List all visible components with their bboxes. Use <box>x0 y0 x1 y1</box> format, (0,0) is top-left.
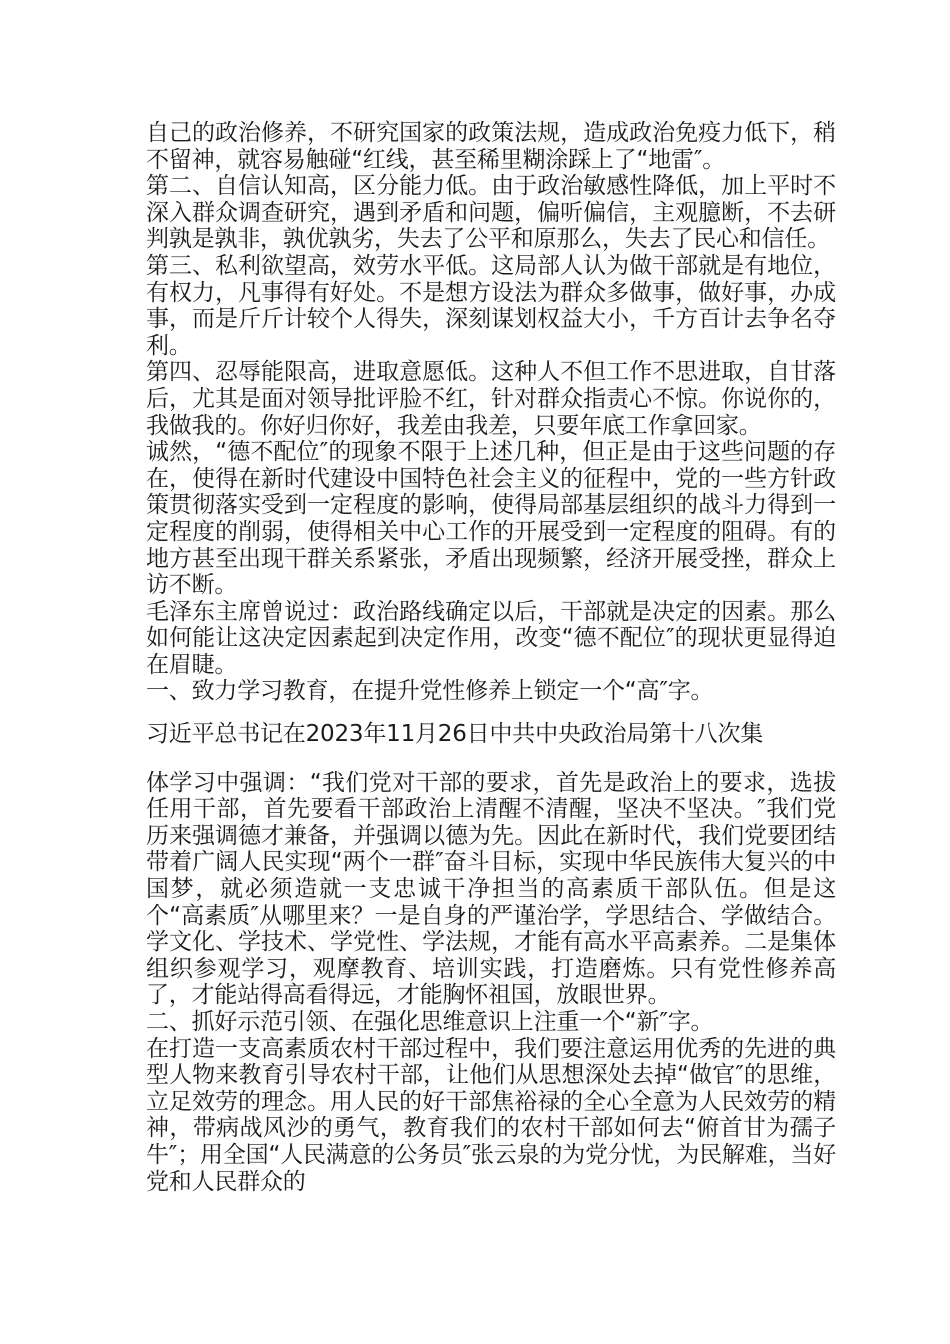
heading-section-two: 二、抓好示范引领、在强化思维意识上注重一个“新″字。 <box>146 1009 714 1035</box>
paragraph-point-two: 第二、自信认知高，区分能力低。由于政治敏感性降低，加上平时不深入群众调查研究，遇到矛盾和问题，偏听偏信，主观臆断，不去研判孰是孰非，孰优孰劣，失去了公平和原那么，失去了民心和信任。 <box>146 173 836 253</box>
paragraph-role-models: 在打造一支高素质农村干部过程中，我们要注意运用优秀的先进的典型人物来教育引导农村干部，让他们从思想深处去掉“做官″的思维，立足效劳的理念。用人民的好干部焦裕禄的全心全意为人民效劳的精神，带病战风沙的勇气，教育我们的农村干部如何去“俯首甘为孺子牛″；用全国“人民满意的公务员″张云泉的为党分忧，为民解难，当好党和人民群众的 <box>146 1035 836 1195</box>
paragraph-xi-speech-start: 习近平总书记在2023年11月26日中共中央政治局第十八次集 <box>146 721 764 748</box>
heading-section-one: 一、致力学习教育，在提升党性修养上锁定一个“高″字。 <box>146 678 714 705</box>
paragraph-xi-speech-body: 体学习中强调：“我们党对干部的要求，首先是政治上的要求，选拔任用干部，首先要看干部政治上清醒不清醒，坚决不坚决。″我们党历来强调德才兼备，并强调以德为先。因此在新时代，我们党要团结带着广阔人民实现“两个一群″奋斗目标，实现中华民族伟大复兴的中国梦，就必须造就一支忠诚干净担当的高素质干部队伍。但是这个“高素质″从哪里来？一是自身的严谨治学，学思结合、学做结合。学文化、学技术、学党性、学法规，才能有高水平高素养。二是集体组织参观学习，观摩教育、培训实践，打造磨炼。只有党性修养高了，才能站得高看得远，才能胸怀祖国，放眼世界。 <box>146 769 836 1009</box>
paragraph-point-four: 第四、忍辱能限高，进取意愿低。这种人不但工作不思进取，自甘落后，尤其是面对领导批评脸不红，针对群众指责心不惊。你说你的，我做我的。你好归你好，我差由我差，只要年底工作拿回家。 <box>146 359 836 439</box>
paragraph-consequences: 诚然，“德不配位″的现象不限于上述几种，但正是由于这些问题的存在，使得在新时代建设中国特色社会主义的征程中，党的一些方针政策贯彻落实受到一定程度的影响，使得局部基层组织的战斗力得到一定程度的削弱，使得相关中心工作的开展受到一定程度的阻碍。有的地方甚至出现干群关系紧张，矛盾出现频繁，经济开展受挫，群众上访不断。 <box>146 439 836 599</box>
paragraph-mao-quote: 毛泽东主席曾说过：政治路线确定以后，干部就是决定的因素。那么如何能让这决定因素起到决定作用，改变“德不配位″的现状更显得迫在眉睫。 <box>146 598 836 678</box>
paragraph-point-three: 第三、私利欲望高，效劳水平低。这局部人认为做干部就是有地位，有权力，凡事得有好处。不是想方设法为群众多做事，做好事，办成事，而是斤斤计较个人得失，深刻谋划权益大小，千方百计去争名夺利。 <box>146 252 836 359</box>
document-body <box>146 120 836 1195</box>
paragraph-intro-continued: 自己的政治修养，不研究国家的政策法规，造成政治免疫力低下，稍不留神，就容易触碰“红线，甚至稀里糊涂踩上了“地雷″。 <box>146 120 836 173</box>
